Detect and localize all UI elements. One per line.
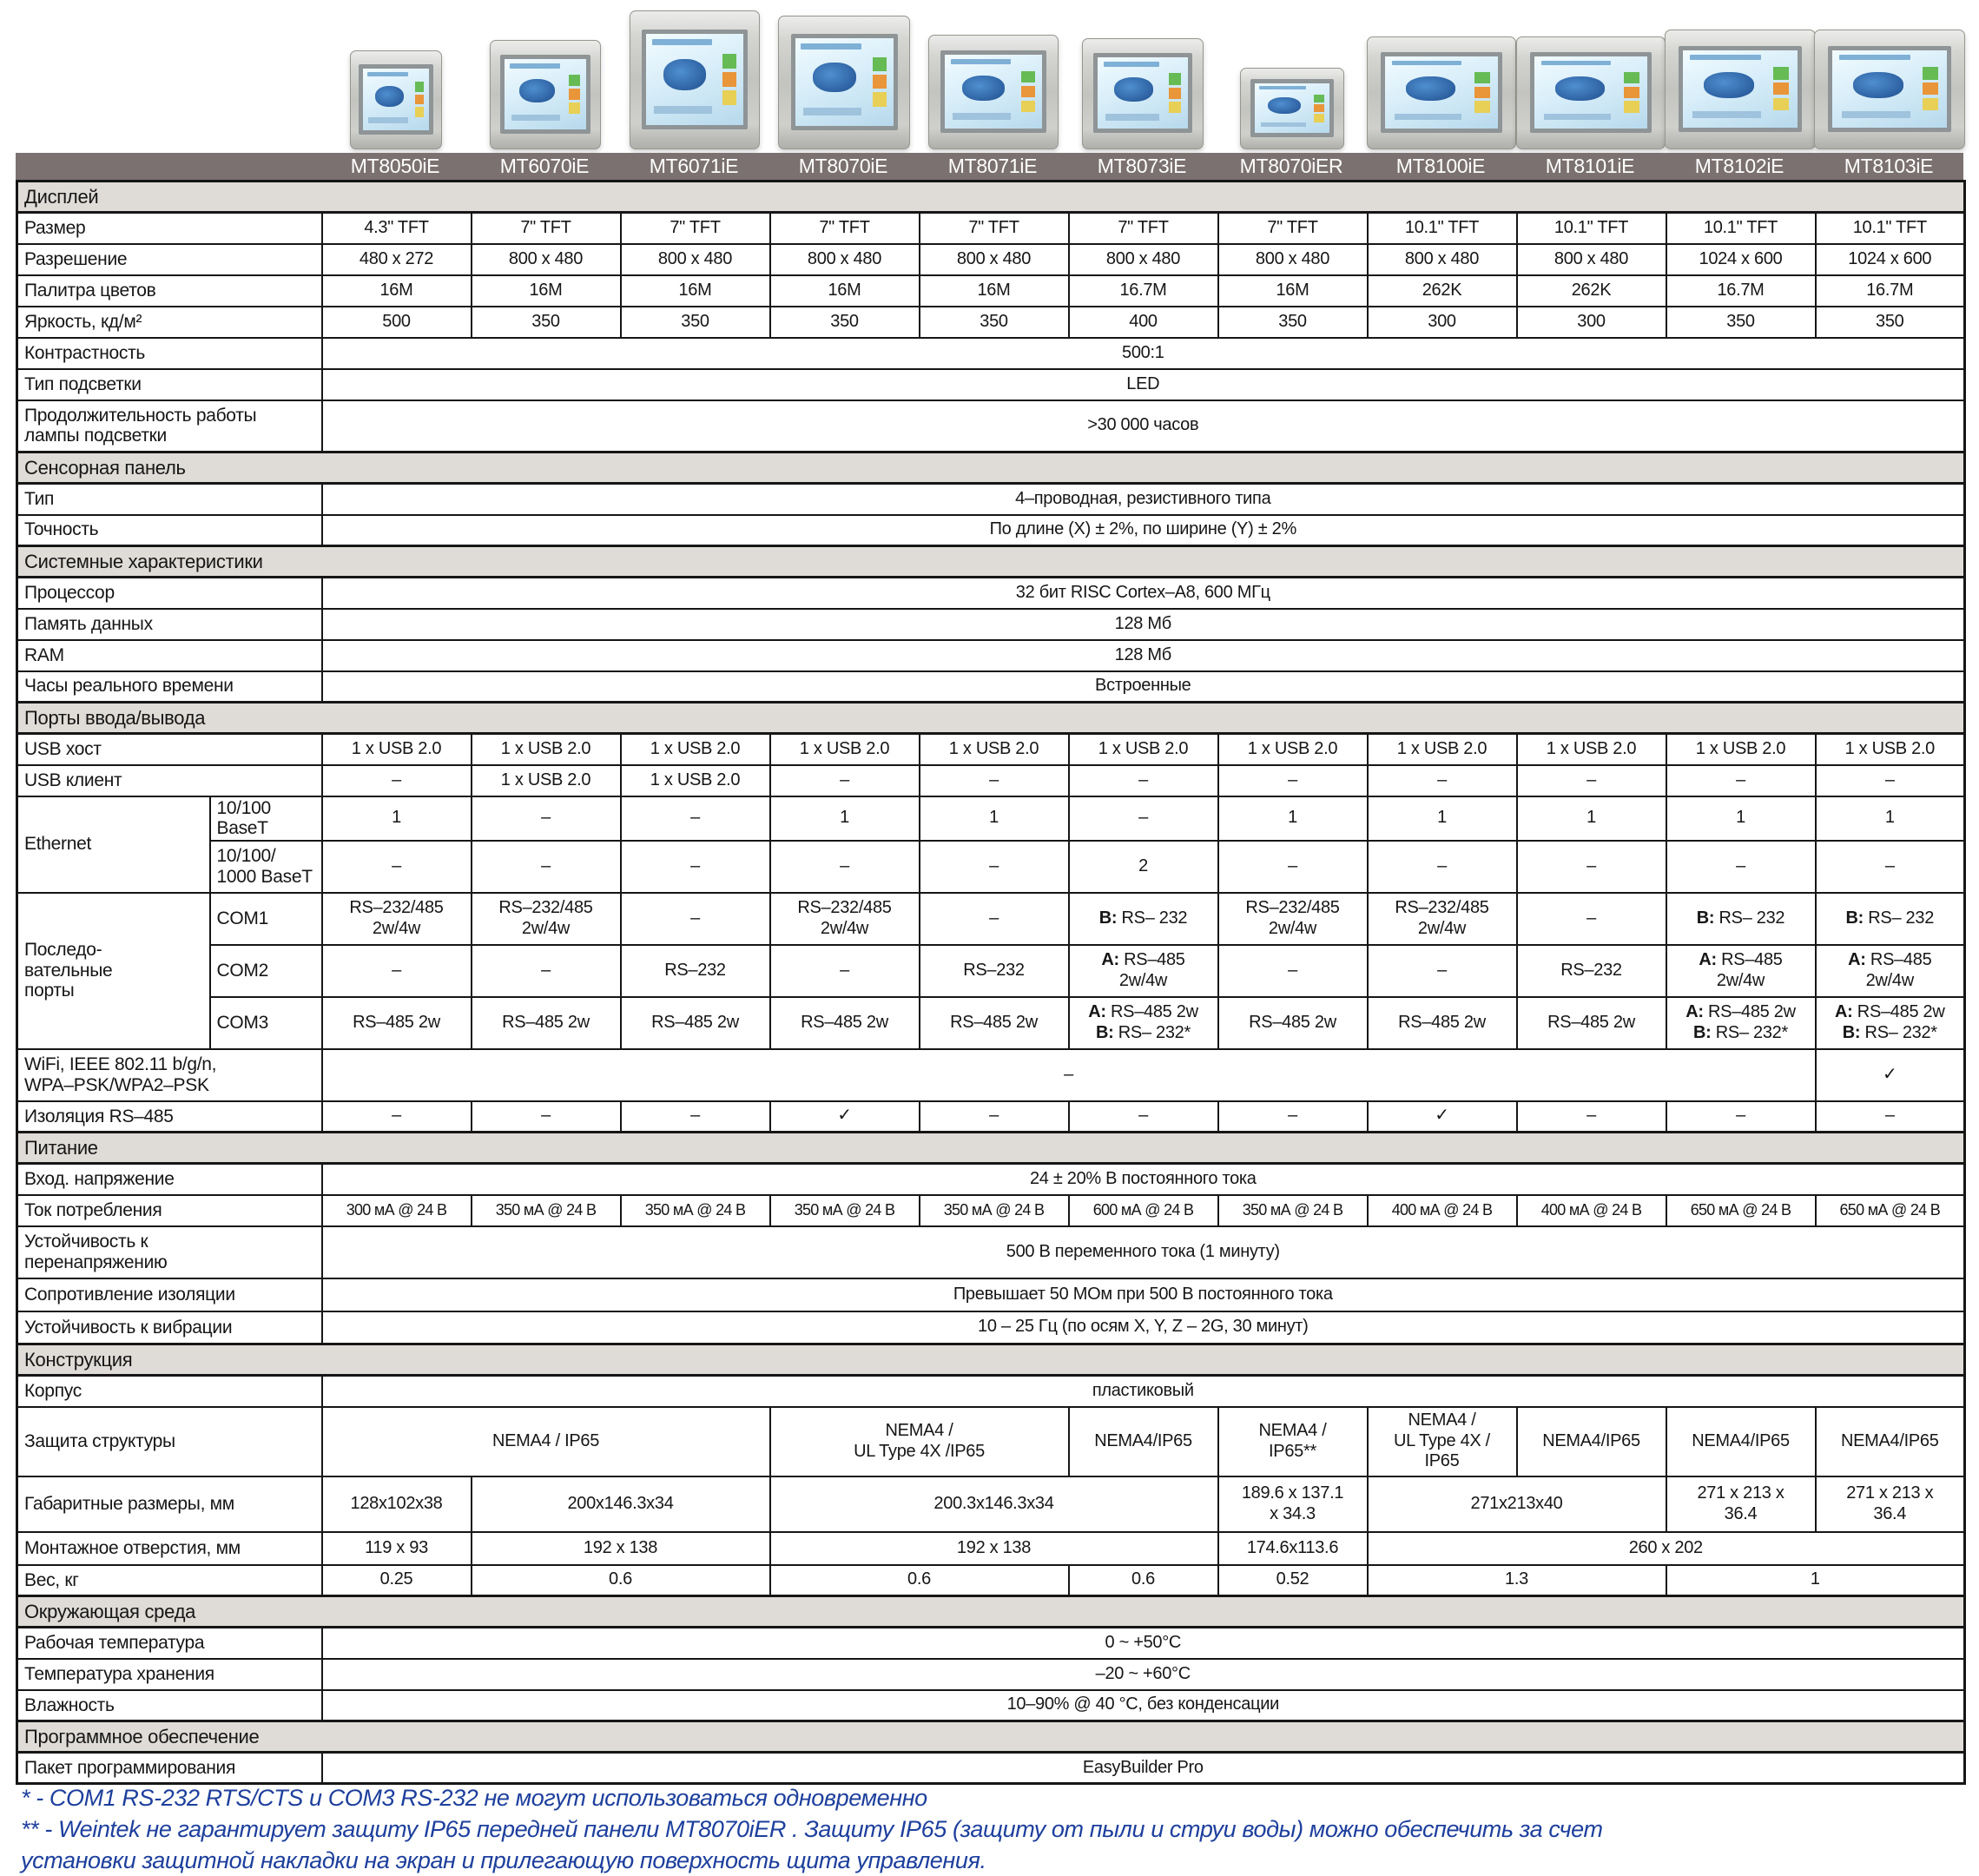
section-header: Конструкция — [17, 1344, 1965, 1376]
row-label: Процессор — [17, 578, 322, 609]
spec-cell: RS–485 2w — [1517, 997, 1666, 1049]
spec-cell: 1 — [1218, 796, 1368, 841]
spec-cell: 128 Мб — [322, 609, 1965, 640]
row-label: Ток потребления — [17, 1195, 322, 1226]
spec-cell: NEMA4 / IP65 — [322, 1407, 770, 1476]
spec-cell: A: RS–485 2w B: RS– 232* — [1666, 997, 1816, 1049]
model-header: MT8071iE — [947, 155, 1038, 177]
spec-cell: B: RS– 232 — [1666, 893, 1816, 945]
spec-cell: – — [1666, 1101, 1816, 1133]
spec-cell: 1024 x 600 — [1816, 244, 1965, 275]
spec-cell: 1 x USB 2.0 — [1368, 734, 1517, 765]
spec-cell: A: RS–485 2w/4w — [1069, 945, 1218, 997]
spec-cell: 350 мА @ 24 В — [621, 1195, 770, 1226]
spec-cell: 7" TFT — [1069, 213, 1218, 244]
spec-cell: – — [1816, 765, 1965, 796]
spec-cell: – — [322, 765, 472, 796]
spec-cell: 1 — [1816, 796, 1965, 841]
panel-lcd-art — [1832, 50, 1946, 128]
spec-cell: 1 x USB 2.0 — [1816, 734, 1965, 765]
spec-cell: – — [770, 945, 920, 997]
spec-cell: – — [1666, 841, 1816, 893]
model-header: MT8102iE — [1694, 155, 1784, 177]
spec-cell: – — [1666, 765, 1816, 796]
spec-cell: 1 — [1666, 796, 1816, 841]
spec-cell: 1 — [770, 796, 920, 841]
spec-cell: 1024 x 600 — [1666, 244, 1816, 275]
spec-cell: 262K — [1368, 275, 1517, 307]
spec-cell: 1 x USB 2.0 — [472, 734, 621, 765]
spec-cell: По длине (X) ± 2%, по ширине (Y) ± 2% — [322, 515, 1965, 546]
spec-cell: 1 — [1368, 796, 1517, 841]
spec-cell: 271x213x40 — [1368, 1476, 1666, 1532]
hmi-panel-photo-MT8102iE — [1665, 30, 1816, 149]
panel-lcd-art — [945, 55, 1041, 129]
spec-cell: – — [1368, 765, 1517, 796]
section-header: Окружающая среда — [17, 1596, 1965, 1628]
spec-cell: RS–232/485 2w/4w — [770, 893, 920, 945]
spec-cell: – — [322, 1049, 1816, 1101]
panel-screen — [1381, 52, 1501, 133]
spec-cell: 10.1" TFT — [1517, 213, 1666, 244]
hmi-panel-photo-MT8073iE — [1082, 38, 1204, 149]
spec-cell: 350 мА @ 24 В — [472, 1195, 621, 1226]
spec-cell: RS–232/485 2w/4w — [1218, 893, 1368, 945]
spec-cell: – — [472, 841, 621, 893]
spec-cell: – — [472, 796, 621, 841]
spec-cell: 400 — [1069, 307, 1218, 338]
spec-cell: – — [1517, 841, 1666, 893]
spec-cell: 300 — [1517, 307, 1666, 338]
spec-cell: 500 — [322, 307, 472, 338]
section-header: Дисплей — [17, 182, 1965, 213]
spec-cell: 350 — [1218, 307, 1368, 338]
spec-cell: 7" TFT — [621, 213, 770, 244]
hmi-panel-photo-MT8050iE — [350, 50, 442, 149]
spec-cell: – — [1069, 1101, 1218, 1133]
spec-cell: 7" TFT — [472, 213, 621, 244]
spec-cell: 1 — [322, 796, 472, 841]
spec-cell: – — [1218, 765, 1368, 796]
row-label: RAM — [17, 640, 322, 671]
panel-screen — [500, 55, 590, 134]
panel-screen — [359, 64, 432, 135]
row-label: Память данных — [17, 609, 322, 640]
spec-cell: 16M — [621, 275, 770, 307]
spec-cell: EasyBuilder Pro — [322, 1753, 1965, 1784]
row-label: Влажность — [17, 1690, 322, 1721]
spec-cell: 10.1" TFT — [1666, 213, 1816, 244]
spec-cell: RS–485 2w — [322, 997, 472, 1049]
spec-cell: 350 мА @ 24 В — [920, 1195, 1069, 1226]
spec-cell: 16.7M — [1666, 275, 1816, 307]
spec-cell: 1 x USB 2.0 — [1666, 734, 1816, 765]
spec-cell: 350 мА @ 24 В — [770, 1195, 920, 1226]
spec-cell: RS–485 2w — [472, 997, 621, 1049]
model-header-bar — [16, 153, 1963, 180]
model-header: MT8103iE — [1844, 155, 1934, 177]
spec-cell: 24 ± 20% В постоянного тока — [322, 1164, 1965, 1195]
spec-cell: 0 ~ +50°C — [322, 1628, 1965, 1659]
row-label: Монтажное отверстия, мм — [17, 1532, 322, 1565]
spec-cell: – — [770, 841, 920, 893]
spec-cell: 500 В переменного тока (1 минуту) — [322, 1226, 1965, 1278]
panel-screen — [1530, 52, 1651, 133]
spec-cell: NEMA4/IP65 — [1666, 1407, 1816, 1476]
model-header: MT8070iE — [798, 155, 888, 177]
spec-cell: 10.1" TFT — [1368, 213, 1517, 244]
spec-cell: – — [322, 841, 472, 893]
panel-screen — [791, 34, 898, 130]
spec-cell: NEMA4 / IP65** — [1218, 1407, 1368, 1476]
spec-cell: 800 x 480 — [472, 244, 621, 275]
spec-cell: 10–90% @ 40 °C, без конденсации — [322, 1690, 1965, 1721]
spec-cell: 350 — [472, 307, 621, 338]
spec-cell: Превышает 50 МОм при 500 В постоянного тока — [322, 1278, 1965, 1311]
spec-cell: RS–232/485 2w/4w — [1368, 893, 1517, 945]
spec-cell: 1 x USB 2.0 — [770, 734, 920, 765]
spec-cell: ✓ — [1368, 1101, 1517, 1133]
panel-lcd-art — [646, 34, 742, 125]
spec-cell: – — [1517, 893, 1666, 945]
spec-cell: 800 x 480 — [621, 244, 770, 275]
row-label: Тип подсветки — [17, 369, 322, 400]
spec-cell: 350 — [621, 307, 770, 338]
panel-lcd-art — [1683, 50, 1797, 128]
spec-cell: 650 мА @ 24 В — [1666, 1195, 1816, 1226]
row-label: Точность — [17, 515, 322, 546]
row-label: Вес, кг — [17, 1565, 322, 1596]
model-header: MT8073iE — [1097, 155, 1187, 177]
spec-cell: –20 ~ +60°C — [322, 1659, 1965, 1690]
spec-cell: – — [1218, 841, 1368, 893]
spec-cell: – — [621, 1101, 770, 1133]
spec-cell: 16.7M — [1816, 275, 1965, 307]
row-label: USB клиент — [17, 765, 322, 796]
row-label: Часы реального времени — [17, 671, 322, 703]
model-header: MT6070iE — [499, 155, 590, 177]
spec-cell: RS–485 2w — [1368, 997, 1517, 1049]
spec-cell: 1 x USB 2.0 — [1069, 734, 1218, 765]
spec-cell: Встроенные — [322, 671, 1965, 703]
spec-cell: 7" TFT — [1218, 213, 1368, 244]
hmi-panel-photo-MT8070iE — [778, 16, 910, 149]
row-label: Яркость, кд/м² — [17, 307, 322, 338]
model-header: MT8070iER — [1239, 155, 1343, 177]
spec-cell: 480 x 272 — [322, 244, 472, 275]
spec-cell: 800 x 480 — [1218, 244, 1368, 275]
spec-cell: 0.6 — [1069, 1565, 1218, 1596]
spec-cell: B: RS– 232 — [1816, 893, 1965, 945]
spec-cell: RS–485 2w — [920, 997, 1069, 1049]
row-label: Рабочая температура — [17, 1628, 322, 1659]
footnote-2: ** - Weintek не гарантирует защиту IP65 передней панели MT8070iER . Защиту IP65 (защиту от пыли и струи воды) можно обеспечить за счет — [21, 1816, 1603, 1842]
spec-cell: 128 Мб — [322, 640, 1965, 671]
panel-screen — [940, 50, 1046, 133]
spec-cell: 2 — [1069, 841, 1218, 893]
spec-cell: A: RS–485 2w/4w — [1816, 945, 1965, 997]
spec-cell: RS–232 — [920, 945, 1069, 997]
spec-cell: 350 — [1816, 307, 1965, 338]
row-label: Тип — [17, 484, 322, 515]
spec-cell: 192 x 138 — [472, 1532, 770, 1565]
spec-cell: 800 x 480 — [920, 244, 1069, 275]
spec-cell: 0.25 — [322, 1565, 472, 1596]
spec-cell: – — [1368, 945, 1517, 997]
spec-cell: – — [920, 1101, 1069, 1133]
spec-cell: – — [1517, 1101, 1666, 1133]
spec-cell: 271 x 213 x 36.4 — [1666, 1476, 1816, 1532]
sub-row-label: 10/100 BaseT — [210, 796, 322, 841]
spec-cell: NEMA4 / UL Type 4X /IP65 — [770, 1407, 1069, 1476]
spec-cell: 200x146.3x34 — [472, 1476, 770, 1532]
spec-cell: 200.3x146.3x34 — [770, 1476, 1218, 1532]
spec-cell: LED — [322, 369, 1965, 400]
model-header: MT8100iE — [1395, 155, 1486, 177]
spec-cell: 260 x 202 — [1368, 1532, 1965, 1565]
spec-cell: B: RS– 232 — [1069, 893, 1218, 945]
spec-cell: 0.6 — [770, 1565, 1069, 1596]
spec-cell: 4.3" TFT — [322, 213, 472, 244]
spec-cell: 7" TFT — [920, 213, 1069, 244]
spec-cell: 1 x USB 2.0 — [1218, 734, 1368, 765]
hmi-panel-photo-MT8071iE — [928, 35, 1059, 149]
spec-cell: 650 мА @ 24 В — [1816, 1195, 1965, 1226]
row-label: Габаритные размеры, мм — [17, 1476, 322, 1532]
spec-cell: ✓ — [1816, 1049, 1965, 1101]
footnote-1: * - COM1 RS-232 RTS/CTS и COM3 RS-232 не могут использоваться одновременно — [21, 1785, 927, 1811]
row-label: Защита структуры — [17, 1407, 322, 1476]
spec-cell: – — [472, 945, 621, 997]
row-label: Пакет программирования — [17, 1753, 322, 1784]
spec-cell: 192 x 138 — [770, 1532, 1218, 1565]
spec-cell: 16M — [472, 275, 621, 307]
spec-cell: NEMA4 / UL Type 4X / IP65 — [1368, 1407, 1517, 1476]
row-label: Палитра цветов — [17, 275, 322, 307]
spec-cell: A: RS–485 2w B: RS– 232* — [1816, 997, 1965, 1049]
footnote-3: установки защитной накладки на экран и прилегающую поверхность щита управления. — [21, 1847, 986, 1873]
spec-cell: 16M — [322, 275, 472, 307]
spec-cell: 10 – 25 Гц (по осям X, Y, Z – 2G, 30 минут) — [322, 1311, 1965, 1344]
sub-row-label: COM1 — [210, 893, 322, 945]
spec-table — [16, 180, 1966, 1785]
panel-screen — [1093, 53, 1191, 133]
spec-cell: 1 — [920, 796, 1069, 841]
spec-cell: 262K — [1517, 275, 1666, 307]
spec-cell: RS–232/485 2w/4w — [322, 893, 472, 945]
spec-cell: 189.6 x 137.1 x 34.3 — [1218, 1476, 1368, 1532]
spec-cell: NEMA4/IP65 — [1517, 1407, 1666, 1476]
section-header: Сенсорная панель — [17, 452, 1965, 484]
row-label: Разрешение — [17, 244, 322, 275]
section-header: Питание — [17, 1133, 1965, 1164]
panel-lcd-art — [505, 59, 585, 129]
sub-row-label: COM2 — [210, 945, 322, 997]
spec-cell: 500:1 — [322, 338, 1965, 369]
hmi-panel-photo-MT6070iE — [490, 40, 601, 149]
panel-lcd-art — [795, 38, 894, 126]
spec-cell: – — [1816, 1101, 1965, 1133]
footnotes — [21, 1782, 1957, 1876]
spec-cell: – — [322, 1101, 472, 1133]
spec-cell: 800 x 480 — [1368, 244, 1517, 275]
panel-lcd-art — [1534, 56, 1646, 129]
panel-lcd-art — [363, 69, 428, 131]
panel-screen — [1828, 46, 1950, 132]
spec-cell: NEMA4/IP65 — [1069, 1407, 1218, 1476]
panel-screen — [642, 30, 747, 129]
model-header: MT8101iE — [1545, 155, 1635, 177]
hmi-panel-photo-MT8100iE — [1367, 36, 1516, 149]
row-label: Вход. напряжение — [17, 1164, 322, 1195]
spec-cell: 10.1" TFT — [1816, 213, 1965, 244]
spec-cell: 1 x USB 2.0 — [1517, 734, 1666, 765]
spec-cell: 32 бит RISC Cortex–A8, 600 МГц — [322, 578, 1965, 609]
spec-cell: 0.6 — [472, 1565, 770, 1596]
spec-cell: – — [920, 765, 1069, 796]
spec-cell: – — [1069, 796, 1218, 841]
spec-cell: >30 000 часов — [322, 400, 1965, 452]
model-header: MT8050iE — [350, 155, 440, 177]
row-label: Продолжительность работы лампы подсветки — [17, 400, 322, 452]
spec-cell: 1 — [1666, 1565, 1965, 1596]
panel-screen — [1679, 46, 1801, 132]
hmi-panel-photo-MT8070iER — [1240, 68, 1344, 149]
spec-cell: 271 x 213 x 36.4 — [1816, 1476, 1965, 1532]
spec-cell: RS–485 2w — [770, 997, 920, 1049]
row-label: Изоляция RS–485 — [17, 1101, 322, 1133]
sub-row-label: 10/100/ 1000 BaseT — [210, 841, 322, 893]
spec-cell: – — [1069, 765, 1218, 796]
panel-lcd-art — [1255, 83, 1330, 133]
spec-cell: 800 x 480 — [1069, 244, 1218, 275]
spec-cell: ✓ — [770, 1101, 920, 1133]
spec-cell: 300 мА @ 24 В — [322, 1195, 472, 1226]
spec-cell: 0.52 — [1218, 1565, 1368, 1596]
spec-cell: RS–232/485 2w/4w — [472, 893, 621, 945]
section-header: Порты ввода/вывода — [17, 703, 1965, 734]
spec-cell: 350 мА @ 24 В — [1218, 1195, 1368, 1226]
model-header: MT6071iE — [649, 155, 739, 177]
spec-cell: – — [621, 796, 770, 841]
spec-cell: 1 x USB 2.0 — [920, 734, 1069, 765]
spec-cell: – — [322, 945, 472, 997]
spec-cell: 1 x USB 2.0 — [621, 734, 770, 765]
spec-cell: 800 x 480 — [770, 244, 920, 275]
spec-cell: 4–проводная, резистивного типа — [322, 484, 1965, 515]
section-header: Системные характеристики — [17, 546, 1965, 578]
spec-cell: RS–232 — [1517, 945, 1666, 997]
spec-cell: 174.6x113.6 — [1218, 1532, 1368, 1565]
spec-cell: – — [1816, 841, 1965, 893]
spec-cell: 1.3 — [1368, 1565, 1666, 1596]
spec-cell: A: RS–485 2w B: RS– 232* — [1069, 997, 1218, 1049]
spec-cell: RS–485 2w — [1218, 997, 1368, 1049]
hmi-panel-photo-MT8103iE — [1814, 30, 1965, 149]
panel-lcd-art — [1098, 57, 1187, 129]
spec-cell: 800 x 480 — [1517, 244, 1666, 275]
spec-cell: 16.7M — [1069, 275, 1218, 307]
hmi-panel-photo-MT6071iE — [630, 10, 760, 149]
spec-cell: 350 — [920, 307, 1069, 338]
group-label: Последо- вательные порты — [17, 893, 210, 1049]
spec-cell: 400 мА @ 24 В — [1368, 1195, 1517, 1226]
spec-cell: – — [472, 1101, 621, 1133]
row-label: Устойчивость к вибрации — [17, 1311, 322, 1344]
group-label: Ethernet — [17, 796, 210, 893]
spec-cell: 350 — [1666, 307, 1816, 338]
spec-cell: A: RS–485 2w/4w — [1666, 945, 1816, 997]
spec-cell: – — [621, 841, 770, 893]
spec-cell: – — [621, 893, 770, 945]
spec-cell: 7" TFT — [770, 213, 920, 244]
row-label: Сопротивление изоляции — [17, 1278, 322, 1311]
panel-screen — [1250, 79, 1335, 137]
spec-cell: – — [920, 893, 1069, 945]
row-label: Размер — [17, 213, 322, 244]
row-label: Температура хранения — [17, 1659, 322, 1690]
spec-cell: – — [1218, 945, 1368, 997]
spec-cell: 16M — [770, 275, 920, 307]
spec-cell: 300 — [1368, 307, 1517, 338]
row-label: WiFi, IEEE 802.11 b/g/n, WPA–PSK/WPA2–PSK — [17, 1049, 322, 1101]
spec-cell: RS–485 2w — [621, 997, 770, 1049]
spec-cell: 400 мА @ 24 В — [1517, 1195, 1666, 1226]
spec-cell: – — [770, 765, 920, 796]
spec-cell: – — [1517, 765, 1666, 796]
spec-cell: 1 x USB 2.0 — [322, 734, 472, 765]
spec-cell: 600 мА @ 24 В — [1069, 1195, 1218, 1226]
spec-cell: – — [1218, 1101, 1368, 1133]
spec-cell: 119 x 93 — [322, 1532, 472, 1565]
spec-cell: 1 — [1517, 796, 1666, 841]
spec-cell: NEMA4/IP65 — [1816, 1407, 1965, 1476]
hmi-panel-photo-MT8101iE — [1516, 36, 1666, 149]
spec-cell: – — [1368, 841, 1517, 893]
section-header: Программное обеспечение — [17, 1721, 1965, 1753]
panel-lcd-art — [1385, 56, 1497, 129]
spec-cell: 1 x USB 2.0 — [621, 765, 770, 796]
spec-cell: RS–232 — [621, 945, 770, 997]
spec-cell: – — [920, 841, 1069, 893]
spec-cell: 16M — [1218, 275, 1368, 307]
spec-cell: 16M — [920, 275, 1069, 307]
spec-cell: пластиковый — [322, 1376, 1965, 1407]
row-label: USB хост — [17, 734, 322, 765]
spec-cell: 1 x USB 2.0 — [472, 765, 621, 796]
row-label: Корпус — [17, 1376, 322, 1407]
row-label: Контрастность — [17, 338, 322, 369]
sub-row-label: COM3 — [210, 997, 322, 1049]
spec-cell: 350 — [770, 307, 920, 338]
row-label: Устойчивость к перенапряжению — [17, 1226, 322, 1278]
spec-cell: 128x102x38 — [322, 1476, 472, 1532]
